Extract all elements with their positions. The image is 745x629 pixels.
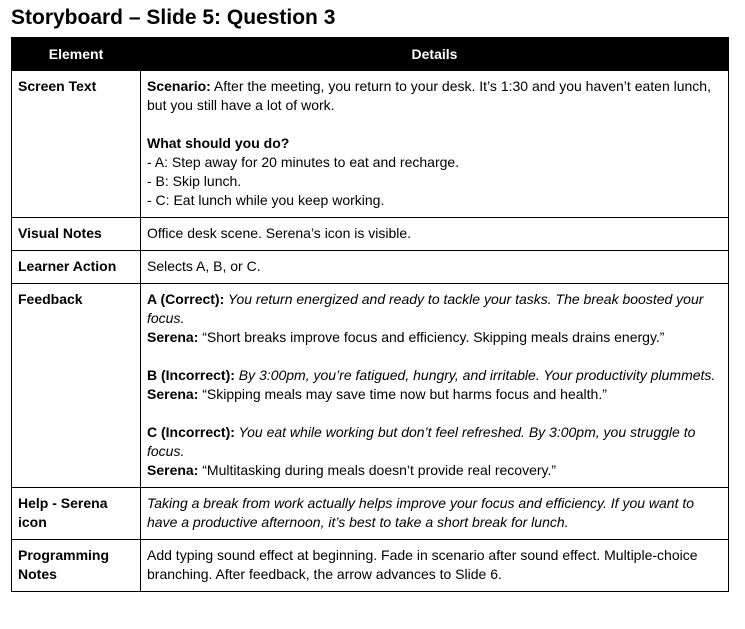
serena-quote-b [147, 385, 722, 404]
row-label-learner-action: Learner Action [12, 251, 141, 284]
storyboard-table [11, 37, 729, 592]
serena-quote-text: “Multitasking during meals doesn’t provide real recovery.” [198, 462, 557, 478]
screen-text-details [141, 71, 729, 218]
row-programming-notes [12, 540, 729, 592]
scenario-paragraph [147, 77, 722, 115]
serena-label: Serena: [147, 462, 199, 478]
question-text: What should you do? [147, 135, 290, 151]
row-feedback [12, 284, 729, 488]
row-label-help: Help - Serena icon [12, 488, 141, 540]
feedback-c-head: C (Incorrect): [147, 424, 235, 440]
feedback-c-body: You eat while working but don’t feel refreshed. By 3:00pm, you struggle to focus. [147, 424, 696, 459]
option-c: - C: Eat lunch while you keep working. [147, 192, 385, 208]
row-label-visual-notes: Visual Notes [12, 218, 141, 251]
header-details: Details [141, 38, 729, 71]
row-label-programming-notes: Programming Notes [12, 540, 141, 592]
serena-label: Serena: [147, 386, 199, 402]
scenario-text: After the meeting, you return to your desk. It’s 1:30 and you haven’t eaten lunch, but you still have a lot of work. [147, 78, 711, 113]
programming-notes-text: Add typing sound effect at beginning. Fade in scenario after sound effect. Multiple-choice branching. After feedback, the arrow advances to Slide 6. [141, 540, 729, 592]
row-label-feedback: Feedback [12, 284, 141, 488]
page-title: Storyboard – Slide 5: Question 3 [11, 6, 336, 29]
feedback-details [141, 284, 729, 488]
help-text: Taking a break from work actually helps improve your focus and efficiency. If you want to have a productive afternoon, it’s best to take a short break for lunch. [141, 488, 729, 540]
header-element: Element [12, 38, 141, 71]
visual-notes-text: Office desk scene. Serena’s icon is visible. [141, 218, 729, 251]
feedback-c [147, 423, 722, 461]
serena-quote-text: “Short breaks improve focus and efficiency. Skipping meals drains energy.” [198, 329, 665, 345]
serena-quote-c [147, 461, 722, 480]
row-visual-notes [12, 218, 729, 251]
header-row [12, 38, 729, 71]
serena-quote-a [147, 328, 722, 347]
feedback-b-body: By 3:00pm, you’re fatigued, hungry, and irritable. Your productivity plummets. [234, 367, 716, 383]
learner-action-text: Selects A, B, or C. [141, 251, 729, 284]
option-a: - A: Step away for 20 minutes to eat and recharge. [147, 154, 460, 170]
feedback-a-body: You return energized and ready to tackle your tasks. The break boosted your focus. [147, 291, 704, 326]
serena-quote-text: “Skipping meals may save time now but harms focus and health.” [198, 386, 607, 402]
serena-label: Serena: [147, 329, 199, 345]
feedback-b-head: B (Incorrect): [147, 367, 235, 383]
scenario-label: Scenario: [147, 78, 211, 94]
option-b: - B: Skip lunch. [147, 173, 242, 189]
row-help [12, 488, 729, 540]
feedback-b [147, 366, 722, 385]
row-screen-text [12, 71, 729, 218]
row-learner-action [12, 251, 729, 284]
feedback-a [147, 290, 722, 328]
row-label-screen-text: Screen Text [12, 71, 141, 218]
feedback-a-head: A (Correct): [147, 291, 225, 307]
